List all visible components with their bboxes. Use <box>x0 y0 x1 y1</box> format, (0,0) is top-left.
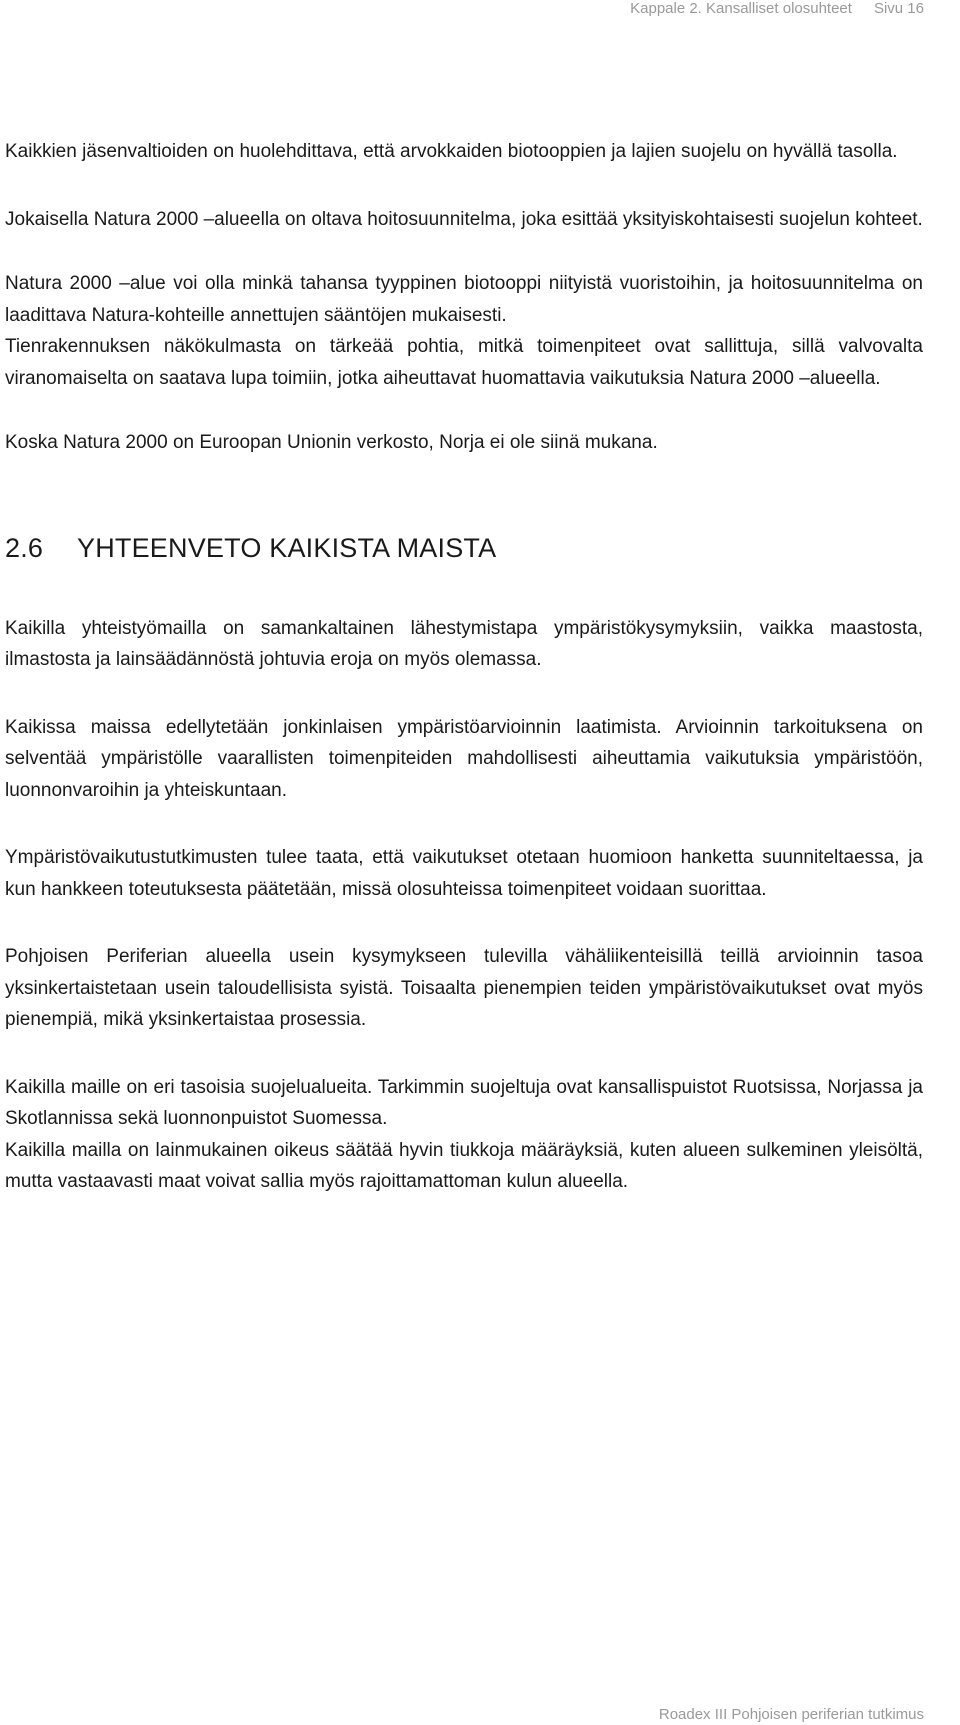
running-header <box>630 0 924 17</box>
section-number: 2.6 <box>5 532 44 563</box>
page-body <box>5 136 923 1198</box>
section-paragraph: Kaikilla yhteistyömailla on samankaltainen lähestymistapa ympäristökysymyksiin, vaikka maastosta, ilmastosta ja lainsäädännöstä johtuvia eroja on myös olemassa. <box>5 617 923 670</box>
body-paragraph: Natura 2000 –alue voi olla minkä tahansa tyyppinen biotooppi niityistä vuoristoihin, ja hoitosuunnitelma on laadittava Natura-kohteille annettujen sääntöjen mukaisesti. <box>5 273 923 326</box>
body-paragraph: Koska Natura 2000 on Euroopan Unionin verkosto, Norja ei ole siinä mukana. <box>5 432 658 453</box>
section-paragraph: Kaikilla maille on eri tasoisia suojelualueita. Tarkimmin suojeltuja ovat kansallispuistot Ruotsissa, Norjassa ja Skotlannissa sekä luonnonpuistot Suomessa. <box>5 1076 923 1129</box>
body-paragraph: Tienrakennuksen näkökulmasta on tärkeää pohtia, mitkä toimenpiteet ovat sallittuja, sillä valvovalta viranomaiselta on saatava lupa toimiin, jotka aiheuttavat huomattavia vaikutuksia Natura 2000 –alueella. <box>5 336 923 389</box>
body-paragraph: Jokaisella Natura 2000 –alueella on oltava hoitosuunnitelma, joka esittää yksityiskohtaisesti suojelun kohteet. <box>5 208 923 230</box>
body-paragraph: Kaikkien jäsenvaltioiden on huolehdittava, että arvokkaiden biotooppien ja lajien suojelu on hyvällä tasolla. <box>5 141 898 162</box>
section-paragraph: Pohjoisen Periferian alueella usein kysymykseen tulevilla vähäliikenteisillä teillä arvioinnin tasoa yksinkertaistetaan usein taloudellisista syistä. Toisaalta pienempien teiden ympäristövaikutukset ovat myös pienempiä, mikä yksinkertaistaa prosessia. <box>5 946 923 1030</box>
section-heading <box>5 531 923 565</box>
header-page-number: Sivu 16 <box>873 0 924 17</box>
running-footer: Roadex III Pohjoisen periferian tutkimus <box>658 1706 924 1723</box>
section-title: YHTEENVETO KAIKISTA MAISTA <box>77 532 497 563</box>
section-paragraph: Kaikissa maissa edellytetään jonkinlaisen ympäristöarvioinnin laatimista. Arvioinnin tarkoituksena on selventää ympäristölle vaarallisten toimenpiteiden mahdollisesti aiheuttamia vaikutuksia ympäristöön, luonnonvaroihin ja yhteiskuntaan. <box>5 716 923 801</box>
section-paragraph: Kaikilla mailla on lainmukainen oikeus säätää hyvin tiukkoja määräyksiä, kuten alueen sulkeminen yleisöltä, mutta vastaavasti maat voivat sallia myös rajoittamattoman kulun alueella. <box>5 1139 923 1192</box>
section-paragraph: Ympäristövaikutustutkimusten tulee taata, että vaikutukset otetaan huomioon hanketta suunniteltaessa, ja kun hankkeen toteutuksesta päätetään, missä olosuhteissa toimenpiteet voidaan suorittaa. <box>5 847 923 900</box>
header-chapter: Kappale 2. Kansalliset olosuhteet <box>630 0 852 17</box>
